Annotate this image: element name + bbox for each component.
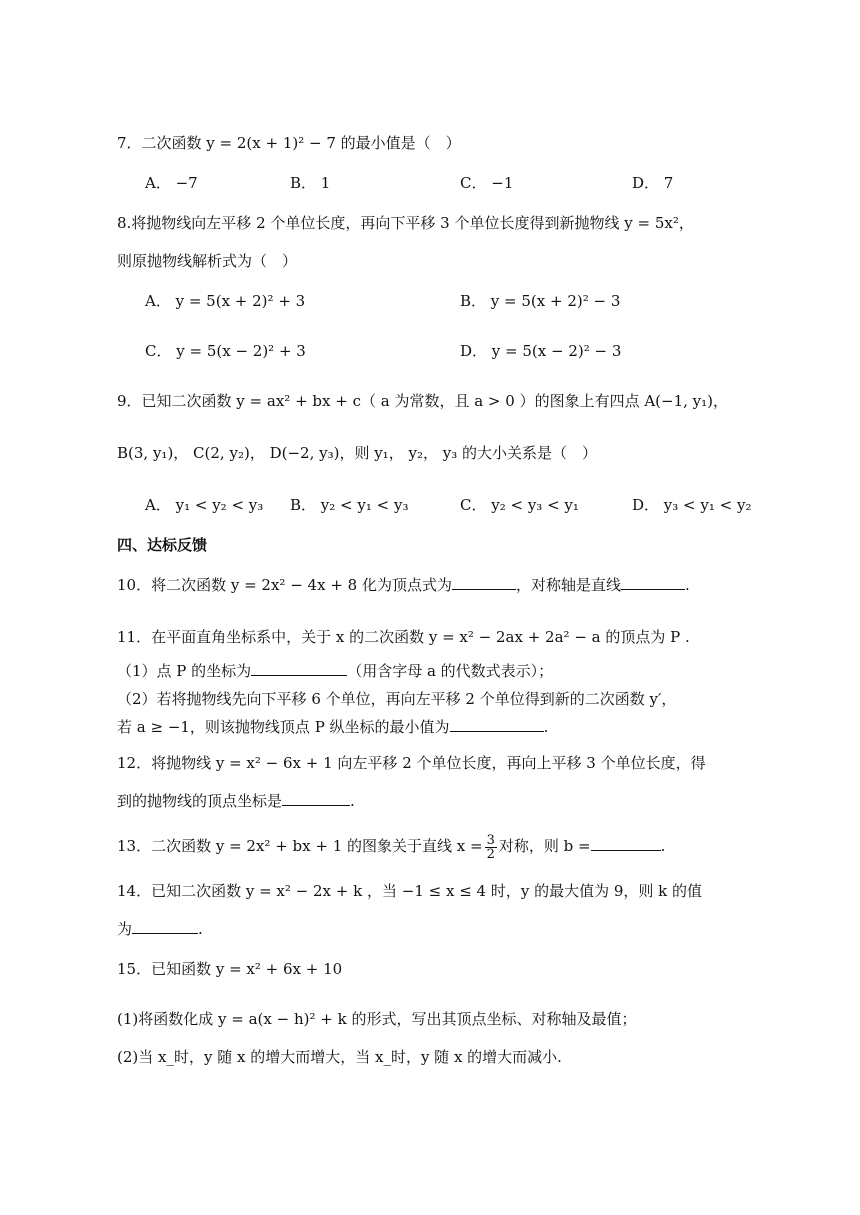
question-13 <box>117 828 665 864</box>
question-12-line2 <box>117 790 355 812</box>
q12-post: . <box>350 792 355 810</box>
q13-fraction-denominator: 2 <box>486 846 495 862</box>
question-11-stem: 11．在平面直角坐标系中，关于 x 的二次函数 y = x² − 2ax + 2a² − a 的顶点为 P . <box>117 628 690 646</box>
q8-option-d: D． y = 5(x − 2)² − 3 <box>460 342 622 360</box>
q10-text-mid: ，对称轴是直线 <box>515 576 621 594</box>
q10-text-post: . <box>685 576 690 594</box>
q14-pre: 为 <box>117 920 133 938</box>
q11-p1-pre: （1）点 P 的坐标为 <box>117 662 252 680</box>
question-12-line1: 12．将抛物线 y = x² − 6x + 1 向左平移 2 个单位长度，再向上平移 3 个单位长度，得 <box>117 754 706 772</box>
q11-part-1 <box>117 660 553 682</box>
q12-pre: 到的抛物线的顶点坐标是 <box>117 792 283 810</box>
question-10 <box>117 574 690 596</box>
question-8-stem-line2: 则原抛物线解析式为（ ） <box>117 252 298 270</box>
q7-option-a: A． −7 <box>145 174 198 192</box>
question-15-stem: 15．已知函数 y = x² + 6x + 10 <box>117 960 343 978</box>
q11-p2-pre: 若 a ≥ −1，则该抛物线顶点 P 纵坐标的最小值为 <box>117 718 450 736</box>
q14-answer-blank[interactable] <box>132 919 198 934</box>
question-8-stem-line1: 8.将抛物线向左平移 2 个单位长度，再向下平移 3 个单位长度得到新抛物线 y = 5x²， <box>117 214 694 232</box>
q11-part-2-line2 <box>117 716 548 738</box>
question-9-stem-line2: B(3, y₁)， C(2, y₂)， D(−2, y₃)，则 y₁， y₂， y₃ 的大小关系是（ ） <box>117 444 597 462</box>
q7-option-c: C． −1 <box>460 174 514 192</box>
q8-option-b: B． y = 5(x + 2)² − 3 <box>460 292 621 310</box>
section-heading: 四、达标反馈 <box>117 536 208 554</box>
q11-part-2-line1: （2）若将抛物线先向下平移 6 个单位，再向左平移 2 个单位得到新的二次函数 y′， <box>117 690 677 708</box>
q11-p2-post: . <box>543 718 549 736</box>
q15-part-1: (1)将函数化成 y = a(x − h)² + k 的形式，写出其顶点坐标、对称轴及最值； <box>117 1010 637 1028</box>
q7-option-d: D． 7 <box>632 174 674 192</box>
q13-pre: 13．二次函数 y = 2x² + bx + 1 的图象关于直线 x = <box>117 837 483 855</box>
q13-fraction-numerator: 3 <box>486 832 495 848</box>
question-14-line2 <box>117 918 203 940</box>
q15-part-2: (2)当 x_时，y 随 x 的增大而增大，当 x_时，y 随 x 的增大而减小. <box>117 1048 562 1066</box>
question-7-stem: 7．二次函数 y = 2(x + 1)² − 7 的最小值是（ ） <box>117 134 461 152</box>
q9-option-b: B． y₂ < y₁ < y₃ <box>290 496 409 514</box>
q8-option-c: C． y = 5(x − 2)² + 3 <box>145 342 306 360</box>
q10-text-pre: 10．将二次函数 y = 2x² − 4x + 8 化为顶点式为 <box>117 576 452 594</box>
q14-post: . <box>198 920 203 938</box>
question-9-stem-line1: 9．已知二次函数 y = ax² + bx + c（ a 为常数，且 a > 0 ）的图象上有四点 A(−1, y₁)， <box>117 392 729 410</box>
q12-answer-blank[interactable] <box>282 791 350 806</box>
q11-p1-answer-blank[interactable] <box>251 661 347 676</box>
question-14-line1: 14．已知二次函数 y = x² − 2x + k ，当 −1 ≤ x ≤ 4 时，y 的最大值为 9，则 k 的值 <box>117 882 703 900</box>
q7-option-b: B． 1 <box>290 174 331 192</box>
q13-answer-blank[interactable] <box>591 836 661 851</box>
q13-fraction <box>485 834 497 861</box>
q10-answer-blank-1[interactable] <box>452 575 516 590</box>
q8-option-a: A． y = 5(x + 2)² + 3 <box>145 292 306 310</box>
q9-option-c: C． y₂ < y₃ < y₁ <box>460 496 579 514</box>
q11-p1-post: （用含字母 a 的代数式表示）； <box>347 662 554 680</box>
q9-option-a: A． y₁ < y₂ < y₃ <box>145 496 264 514</box>
q13-post: . <box>660 837 666 855</box>
q9-option-d: D． y₃ < y₁ < y₂ <box>632 496 752 514</box>
q10-answer-blank-2[interactable] <box>621 575 685 590</box>
q13-mid: 对称，则 b = <box>498 837 591 855</box>
q11-p2-answer-blank[interactable] <box>450 717 544 732</box>
